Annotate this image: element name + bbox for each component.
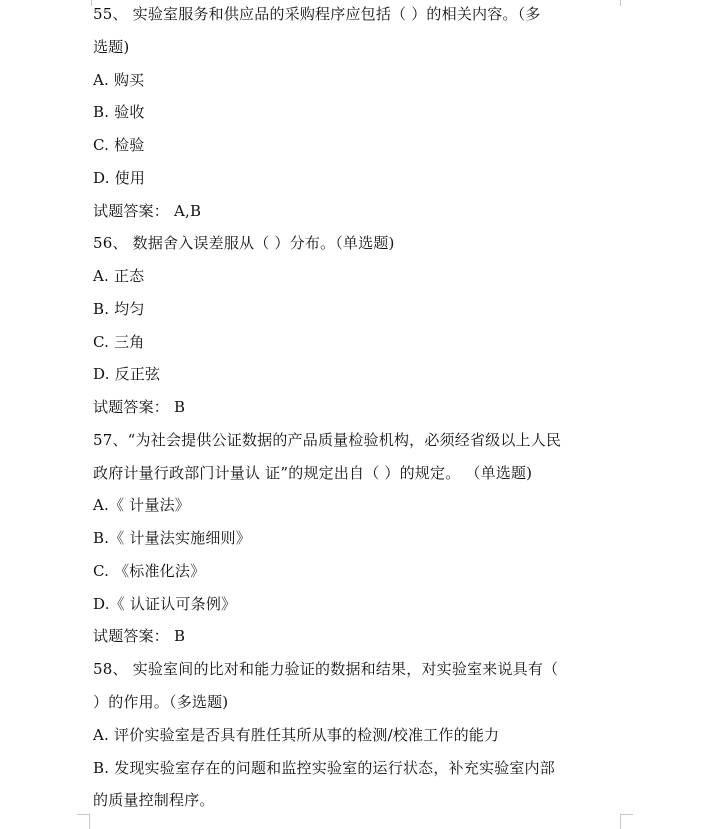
crop-mark-top-left: [77, 0, 92, 6]
q58-stem-line2: ）的作用。（多选题): [93, 693, 229, 711]
q57-option-b: B.《 计量法实施细则》: [93, 529, 251, 547]
q56-option-b: B. 均匀: [93, 300, 145, 318]
q57-answer: 试题答案： B: [93, 627, 186, 645]
q58-option-a: A. 评价实验室是否具有胜任其所从事的检测/校准工作的能力: [93, 726, 500, 744]
q56-option-a: A. 正态: [93, 267, 145, 285]
q57-stem-line2: 政府计量行政部门计量认 证”的规定出自（ ）的规定。 （单选题): [93, 464, 533, 482]
crop-mark-bottom-right: [620, 814, 633, 829]
q55-option-d: D. 使用: [93, 169, 146, 187]
q57-option-d: D.《 认证认可条例》: [93, 595, 237, 613]
q55-option-a: A. 购买: [93, 71, 145, 89]
crop-mark-bottom-left: [77, 814, 90, 829]
q55-stem-line2: 选题): [93, 38, 130, 56]
q55-answer: 试题答案： A,B: [93, 202, 202, 220]
q55-option-c: C. 检验: [93, 136, 145, 154]
q56-option-d: D. 反正弦: [93, 365, 161, 383]
q55-stem-line1: 55、 实验室服务和供应品的采购程序应包括（ ）的相关内容。（多: [93, 5, 541, 23]
q58-option-b-line1: B. 发现实验室存在的问题和监控实验室的运行状态，补充实验室内部: [93, 759, 555, 777]
q57-option-a: A.《 计量法》: [93, 496, 190, 514]
q56-option-c: C. 三角: [93, 333, 145, 351]
q55-option-b: B. 验收: [93, 103, 145, 121]
q57-stem-line1: 57、“为社会提供公证数据的产品质量检验机构，必须经省级以上人民: [93, 431, 562, 449]
q58-option-b-line2: 的质量控制程序。: [93, 791, 215, 809]
q57-option-c: C. 《标准化法》: [93, 562, 206, 580]
q56-answer: 试题答案： B: [93, 398, 186, 416]
q58-stem-line1: 58、 实验室间的比对和能力验证的数据和结果，对实验室来说具有（: [93, 660, 559, 678]
q56-stem: 56、 数据舍入误差服从（ ）分布。（单选题): [93, 234, 395, 252]
